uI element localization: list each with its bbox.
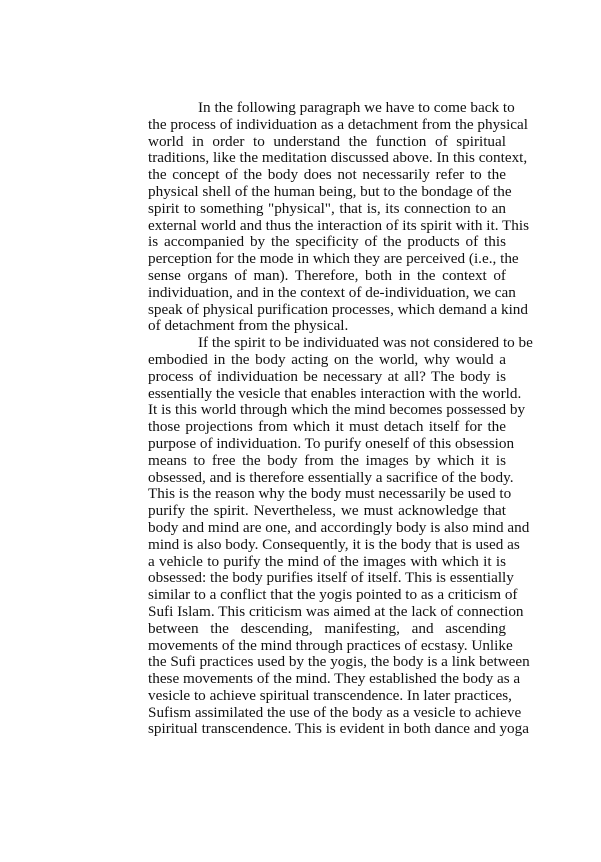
text-line: In the following paragraph we have to come back to	[198, 99, 515, 116]
paragraph-1	[98, 99, 530, 335]
text-line: sense organs of man). Therefore, both in the context of	[148, 266, 506, 284]
text-line: these movements of the mind. They established the body as a	[148, 670, 521, 688]
text-line: individuation, and in the context of de-individuation, we can	[148, 283, 516, 301]
text-line: physical shell of the human being, but to the bondage of the	[148, 182, 512, 200]
text-line: perception for the mode in which they are perceived (i.e., the	[148, 250, 519, 268]
text-line: process of individuation be necessary at all? The body is	[148, 367, 506, 385]
text-line: of detachment from the physical.	[148, 317, 349, 335]
text-line: Sufism assimilated the use of the body as a vesicle to achieve	[148, 703, 522, 721]
text-line: mind is also body. Consequently, it is the body that is used as	[148, 535, 520, 553]
text-line: Sufi Islam. This criticism was aimed at the lack of connection	[148, 602, 524, 620]
text-line: spiritual transcendence. This is evident in both dance and yoga	[148, 720, 529, 738]
text-line: If the spirit to be individuated was not considered to be	[198, 334, 533, 352]
text-line: This is the reason why the body must necessarily be used to	[148, 485, 512, 503]
text-line: essentially the vesicle that enables interaction with the world.	[148, 384, 522, 402]
text-line: world in order to understand the function of spiritual	[148, 132, 506, 150]
text-line: traditions, like the meditation discussed above. In this context,	[148, 149, 528, 167]
paragraph-2	[98, 334, 533, 738]
text-line: obsessed, and is therefore essentially a sacrifice of the body.	[148, 468, 514, 486]
text-line: embodied in the body acting on the world, why would a	[148, 350, 506, 368]
text-line: speak of physical purification processes, which demand a kind	[148, 300, 528, 318]
text-line: is accompanied by the specificity of the products of this	[148, 233, 506, 251]
text-line: external world and thus the interaction of its spirit with it. This	[148, 216, 530, 234]
text-line: means to free the body from the images by which it is	[148, 451, 506, 469]
text-line: vesicle to achieve spiritual transcendence. In later practices,	[148, 686, 512, 704]
text-line: similar to a conflict that the yogis pointed to as a criticism of	[148, 586, 518, 604]
text-line: movements of the mind through practices of ecstasy. Unlike	[148, 636, 513, 654]
text-line: between the descending, manifesting, and ascending	[148, 619, 506, 637]
text-line: spirit to something "physical", that is, its connection to an	[148, 199, 506, 217]
text-line: the process of individuation as a detachment from the physical	[148, 115, 528, 133]
text-line: purify the spirit. Nevertheless, we must acknowledge that	[148, 502, 506, 520]
text-line: a vehicle to purify the mind of the images with which it is	[148, 552, 506, 570]
text-line: the concept of the body does not necessarily refer to the	[148, 166, 506, 184]
body-text	[98, 99, 533, 738]
text-line: obsessed: the body purifies itself of itself. This is essentially	[148, 569, 514, 587]
text-line: those projections from which it must detach itself for the	[148, 418, 506, 436]
text-line: It is this world through which the mind becomes possessed by	[148, 401, 526, 419]
text-line: the Sufi practices used by the yogis, the body is a link between	[148, 653, 530, 671]
text-line: body and mind are one, and accordingly body is also mind and	[148, 518, 530, 536]
text-line: purpose of individuation. To purify oneself of this obsession	[148, 434, 515, 452]
